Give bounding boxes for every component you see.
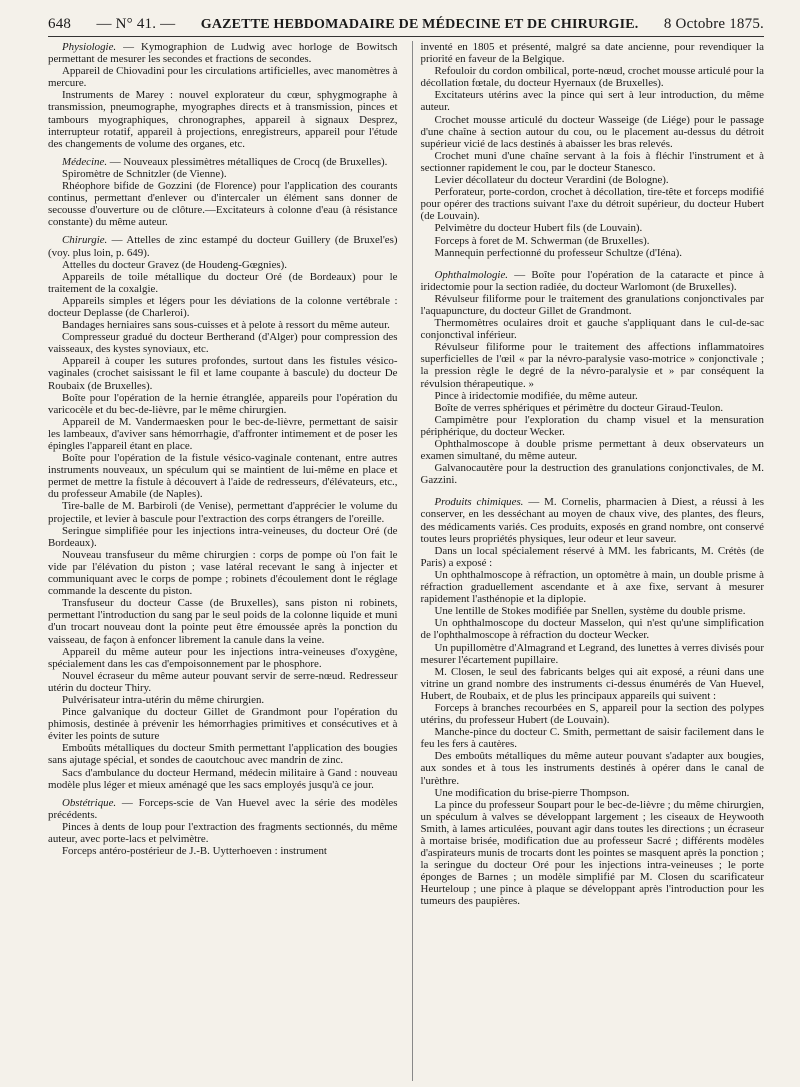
paragraph bbox=[421, 65, 765, 89]
paragraph-text: — M. Cornelis, pharmacien à Diest, a réussi à les conserver, en les desséchant au moyen de chaux vive, des plantes, des fleurs, des médicaments variés. Ces produits, exposés en grand nombre, ont conservé toutes leurs propriétés physiques, leur odeur et leur saveur. bbox=[420, 496, 764, 545]
paragraph-text: Pince à iridectomie modifiée, du même auteur. bbox=[434, 389, 638, 402]
paragraph-text: Appareils de toile métallique du docteur Oré (de Bordeaux) pour le traitement de la coxalgie. bbox=[48, 270, 398, 295]
right-column bbox=[412, 41, 765, 1081]
paragraph bbox=[48, 646, 398, 670]
paragraph-text: Forceps à foret de M. Schwerman (de Bruxelles). bbox=[434, 234, 650, 247]
paragraph-text: Pelvimètre du docteur Hubert fils (de Louvain). bbox=[434, 222, 643, 235]
paragraph-text: Refouloir du cordon ombilical, porte-nœud, crochet mousse articulé pour la décollation fœtale, du docteur Hyernaux (de Bruxelles). bbox=[420, 65, 764, 90]
paragraph bbox=[48, 742, 398, 766]
paragraph-text: — Attelles de zinc estampé du docteur Guillery (de Bruxel'es) (voy. plus loin, p. 649). bbox=[48, 234, 398, 259]
section-lead: Obstétrique. bbox=[62, 796, 117, 809]
paragraph-text: Appareil à couper les sutures profondes, surtout dans les fistules vésico-vaginales (crochet saisissant le fil et lame coupante à bascule) du docteur De Roubaix (de Bruxelles). bbox=[48, 355, 398, 392]
paragraph bbox=[48, 355, 398, 391]
paragraph bbox=[48, 319, 398, 331]
paragraph-text: Des emboûts métalliques du même auteur pouvant s'adapter aux bougies, aux sondes et à tous les instruments destinés à opérer dans le canal de l'urèthre. bbox=[420, 750, 764, 787]
paragraph-text: Un pupillomètre d'Almagrand et Legrand, des lunettes à verres divisés pour mesurer l'écartement pupillaire. bbox=[420, 641, 764, 666]
paragraph-text: Révulseur filiforme pour le traitement des granulations conjonctivales par l'aquapuncture, du docteur Gillet de Grandmont. bbox=[420, 292, 764, 317]
paragraph bbox=[48, 797, 398, 821]
paragraph-text: Seringue simplifiée pour les injections intra-veineuses, du docteur Oré (de Bordeaux). bbox=[48, 524, 398, 549]
issue-number: — N° 41. — bbox=[96, 16, 176, 32]
journal-title: GAZETTE HEBDOMADAIRE DE MÉDECINE ET DE CHIRURGIE. bbox=[200, 17, 639, 32]
paragraph-text: Spiromètre de Schnitzler (de Vienne). bbox=[62, 167, 227, 180]
paragraph-text: Appareils simples et légers pour les déviations de la colonne vertébrale : docteur Deplasse (de Charleroi). bbox=[48, 294, 398, 319]
paragraph bbox=[48, 392, 398, 416]
paragraph bbox=[48, 694, 398, 706]
paragraph-text: Perforateur, porte-cordon, crochet à décollation, tire-tête et forceps modifié pour opérer des tractions suivant l'axe du détroit supérieur, du docteur Hubert (de Louvain). bbox=[420, 186, 764, 223]
paragraph bbox=[421, 702, 765, 726]
paragraph bbox=[421, 414, 765, 438]
paragraph bbox=[48, 845, 398, 857]
paragraph bbox=[421, 666, 765, 702]
paragraph bbox=[48, 706, 398, 742]
paragraph bbox=[421, 462, 765, 486]
paragraph-text: Appareil de M. Vandermaesken pour le bec-de-lièvre, permettant de saisir les lambeaux, d'aviver sans hémorrhagie, d'affronter intimement et de poser les épingles l'appareil étant en place. bbox=[48, 415, 398, 452]
paragraph bbox=[48, 168, 398, 180]
paragraph-text: M. Closen, le seul des fabricants belges qui ait exposé, a réuni dans une vitrine un grand nombre des instruments ci-dessus énumérés de Van Huevel, Hubert, de Roubaix, et de plus les principaux appareils qui suivent : bbox=[420, 665, 764, 702]
paragraph-text: Manche-pince du docteur C. Smith, permettant de saisir facilement dans le feu les fers à cautères. bbox=[420, 726, 764, 751]
paragraph bbox=[421, 726, 765, 750]
paragraph-text: Mannequin perfectionné du professeur Schultze (d'Iéna). bbox=[434, 246, 683, 259]
paragraph bbox=[421, 642, 765, 666]
paragraph bbox=[48, 331, 398, 355]
paragraph-text: Pulvérisateur intra-utérin du même chirurgien. bbox=[62, 693, 265, 706]
paragraph bbox=[48, 259, 398, 271]
paragraph-text: Une lentille de Stokes modifiée par Snellen, système du double prisme. bbox=[434, 605, 746, 618]
paragraph-text: Un ophthalmoscope du docteur Masselon, qui n'est qu'une simplification de l'ophthalmoscope à réfraction du docteur Wecker. bbox=[420, 617, 764, 642]
paragraph-text: Galvanocautère pour la destruction des granulations conjonctivales, de M. Gazzini. bbox=[420, 462, 764, 487]
paragraph bbox=[421, 496, 765, 544]
paragraph bbox=[421, 569, 765, 605]
paragraph-text: — Boîte pour l'opération de la cataracte et pince à iridectomie pour la section radiée, du docteur Warlomont (de Bruxelles). bbox=[420, 268, 764, 293]
paragraph-text: — Kymographion de Ludwig avec horloge de Bowitsch permettant de mesurer les secondes et fractions de secondes. bbox=[48, 41, 398, 66]
paragraph-text: Pince galvanique du docteur Gillet de Grandmont pour l'opération du phimosis, destinée à prévenir les hémorrhagies primitives et consécutives et à éviter les points de suture bbox=[48, 706, 398, 743]
paragraph-text: Bandages herniaires sans sous-cuisses et à pelote à ressort du même auteur. bbox=[62, 319, 390, 332]
paragraph-text: Un ophthalmoscope à réfraction, un optomètre à main, un double prisme à réfraction graduellement ascendante et à axe fixe, servant à mesurer rapidement l'asthénopie et la diplopie. bbox=[420, 568, 764, 606]
paragraph bbox=[421, 247, 765, 259]
paragraph bbox=[48, 500, 398, 524]
paragraph-text: — Forceps-scie de Van Huevel avec la série des modèles précédents. bbox=[48, 796, 398, 821]
paragraph bbox=[421, 438, 765, 462]
paragraph bbox=[421, 186, 765, 222]
paragraph-text: inventé en 1805 et présenté, malgré sa date ancienne, pour revendiquer la priorité en faveur de la Belgique. bbox=[420, 41, 764, 66]
paragraph-text: Tire-balle de M. Barbiroli (de Venise), permettant d'apprécier le volume du projectile, et levier à bascule pour l'extraction des corps étrangers de l'oreille. bbox=[48, 500, 398, 525]
paragraph-text: Pinces à dents de loup pour l'extraction des fragments sectionnés, du même auteur, avec porte-lacs et pelvimètre. bbox=[48, 820, 398, 845]
section-lead: Ophthalmologie. bbox=[434, 268, 509, 281]
paragraph bbox=[421, 317, 765, 341]
paragraph-text: Appareil de Chiovadini pour les circulations artificielles, avec manomètres à mercure. bbox=[48, 65, 398, 90]
paragraph bbox=[48, 41, 398, 65]
paragraph bbox=[421, 174, 765, 186]
paragraph-text: Boîte pour l'opération de la fistule vésico-vaginale contenant, entre autres instruments nouveaux, un spéculum qui se maintient de lui-même en place et permet de mettre la fistule à découvert à l'aide de redresseurs, d'élévateurs, etc., du professeur Amabile (de Naples). bbox=[48, 452, 398, 501]
paragraph-text: Excitateurs utérins avec la pince qui sert à leur introduction, du même auteur. bbox=[420, 89, 764, 114]
paragraph-text: Une modification du brise-pierre Thompson. bbox=[434, 786, 630, 799]
text-columns bbox=[48, 41, 764, 1081]
paragraph bbox=[48, 156, 398, 168]
paragraph bbox=[48, 767, 398, 791]
paragraph-text: Rhéophore bifide de Gozzini (de Florence) pour l'application des courants continus, permettant d'enlever ou d'intercaler un élément sans donner de secousse d'ouverture ou de clôture.—Excitateurs à colonne d'eau (à résistance constante) du même auteur. bbox=[48, 180, 398, 229]
paragraph bbox=[421, 293, 765, 317]
paragraph bbox=[421, 750, 765, 786]
section-lead: Produits chimiques. bbox=[434, 496, 524, 509]
paragraph-text: Emboûts métalliques du docteur Smith permettant l'application des bougies sans ajutage spécial, et sondes de caoutchouc avec mandrin de zinc. bbox=[48, 742, 398, 767]
section-lead: Chirurgie. bbox=[62, 234, 108, 247]
paragraph bbox=[421, 617, 765, 641]
paragraph-text: Boîte de verres sphériques et périmètre du docteur Giraud-Teulon. bbox=[434, 401, 724, 414]
paragraph-text: Forceps antéro-postérieur de J.-B. Uytterhoeven : instrument bbox=[62, 845, 327, 858]
paragraph-text: Ophthalmoscope à double prisme permettant à deux observateurs un examen simultané, du même auteur. bbox=[420, 438, 764, 463]
paragraph-text: Compresseur gradué du docteur Bertherand (d'Alger) pour compression des vaisseaux, des kystes synoviaux, etc. bbox=[48, 331, 398, 356]
paragraph bbox=[421, 390, 765, 402]
paragraph bbox=[48, 89, 398, 149]
paragraph bbox=[48, 452, 398, 500]
page-number: 648 bbox=[48, 16, 72, 32]
paragraph-text: — Nouveaux plessimètres métalliques de Crocq (de Bruxelles). bbox=[107, 155, 388, 168]
running-header bbox=[48, 16, 764, 37]
paragraph bbox=[421, 114, 765, 150]
paragraph bbox=[48, 271, 398, 295]
paragraph bbox=[421, 787, 765, 799]
paragraph-text: Appareil du même auteur pour les injections intra-veineuses d'oxygène, spécialement dans les cas d'empoisonnement par le phosphore. bbox=[48, 645, 398, 670]
paragraph-text: Révulseur filiforme pour le traitement des affections inflammatoires superficielles de l'œil « par la névro-paralysie vaso-motrice » conjonctivale ; la pression règle le degré de la névro-paralysie et » par conséquent la révulsion thérapeutique. » bbox=[420, 341, 764, 390]
paragraph-text: Transfuseur du docteur Casse (de Bruxelles), sans piston ni robinets, permettant l'introduction du sang par le seul poids de la colonne liquide et muni d'un trocart nouveau dont la pointe peut être émoussée après la ponction du vaisseau, de façon à enfoncer librement la canule dans la veine. bbox=[48, 597, 398, 646]
paragraph bbox=[421, 269, 765, 293]
paragraph-text: La pince du professeur Soupart pour le bec-de-lièvre ; du même chirurgien, un spéculum à valves se développant largement ; les ciseaux de Heywooth Smith, à lames articulées, pouvant agir dans toutes les directions ; un écraseur à mortaise brisée, modification due au professeur Sacré ; différents modèles d'aspirateurs munis de trocarts dont les pointes se masquent après la ponction ; la seringue du docteur Oré pour les injections intra-veineuses ; le porte éponges de Barnes ; un modèle simplifié par M. Closen du scarificateur Heurteloup ; une pince à plaque se développant après l'introduction pour les tumeurs des paupières. bbox=[420, 798, 764, 908]
paragraph bbox=[421, 89, 765, 113]
paragraph bbox=[421, 545, 765, 569]
paragraph bbox=[48, 549, 398, 597]
paragraph bbox=[421, 799, 765, 908]
paragraph bbox=[48, 234, 398, 258]
paragraph-text: Levier décollateur du docteur Verardini (de Bologne). bbox=[434, 174, 669, 187]
paragraph bbox=[421, 341, 765, 389]
paragraph bbox=[48, 597, 398, 645]
paragraph bbox=[421, 235, 765, 247]
paragraph bbox=[48, 525, 398, 549]
paragraph bbox=[421, 41, 765, 65]
paragraph bbox=[48, 416, 398, 452]
section-lead: Médecine. bbox=[62, 155, 108, 168]
paragraph bbox=[48, 295, 398, 319]
paragraph-text: Crochet muni d'une chaîne servant à la fois à fléchir l'instrument et à sectionner rapidement le cou, par le docteur Stanesco. bbox=[420, 149, 764, 174]
paragraph-text: Dans un local spécialement réservé à MM. les fabricants, M. Crétès (de Paris) a exposé : bbox=[420, 544, 764, 569]
paragraph-text: Nouvel écraseur du même auteur pouvant servir de serre-nœud. Redresseur utérin du docteur Thiry. bbox=[48, 669, 398, 694]
paragraph bbox=[48, 821, 398, 845]
paragraph bbox=[48, 65, 398, 89]
left-column bbox=[48, 41, 398, 1081]
paragraph bbox=[48, 180, 398, 228]
section-lead: Physiologie. bbox=[62, 41, 117, 53]
paragraph-text: Boîte pour l'opération de la hernie étranglée, appareils pour l'opération du varicocèle et du bec-de-lièvre, par le même chirurgien. bbox=[48, 391, 398, 416]
issue-date: 8 Octobre 1875. bbox=[663, 16, 764, 32]
paragraph bbox=[421, 605, 765, 617]
paragraph bbox=[48, 670, 398, 694]
paragraph-text: Instruments de Marey : nouvel explorateur du cœur, sphygmographe à transmission, pneumographe, myographes directs et à transmission, pinces et tambours myographiques, chronographes, appareil à signaux Desprez, interrupteur rotatif, appareil à projections, enregistreurs, appareil pour l'étude des changements de volume des organes, etc. bbox=[48, 89, 398, 150]
paragraph-text: Sacs d'ambulance du docteur Hermand, médecin militaire à Gand : nouveau modèle plus léger et mieux aménagé que les sacs employés jusqu'à ce jour. bbox=[48, 766, 398, 791]
paragraph-text: Thermomètres oculaires droit et gauche s'appliquant dans le cul-de-sac conjonctival inférieur. bbox=[420, 317, 764, 342]
paragraph-text: Attelles du docteur Gravez (de Houdeng-Gœgnies). bbox=[62, 258, 287, 271]
paragraph-text: Campimètre pour l'exploration du champ visuel et la mensuration périphérique, du docteur Wecker. bbox=[420, 413, 764, 438]
paragraph-text: Forceps à branches recourbées en S, appareil pour la section des polypes utérins, du professeur Hubert (de Louvain). bbox=[420, 701, 764, 727]
paragraph bbox=[421, 402, 765, 414]
paragraph bbox=[421, 222, 765, 234]
paragraph-text: Nouveau transfuseur du même chirurgien : corps de pompe où l'on fait le vide par l'élévation du piston ; vase latéral recevant le sang à injecter et communiquant avec le corps de pompe ; robinets d'écoulement dont le réglage commande la descente du piston. bbox=[48, 548, 398, 598]
paragraph-text: Crochet mousse articulé du docteur Wasseige (de Liége) pour le passage d'une chaîne à section autour du cou, ou le placement au-dessus du détroit supérieur vicié de lacs destinés à abaisser les bras relevés. bbox=[420, 113, 764, 150]
paragraph bbox=[421, 150, 765, 174]
